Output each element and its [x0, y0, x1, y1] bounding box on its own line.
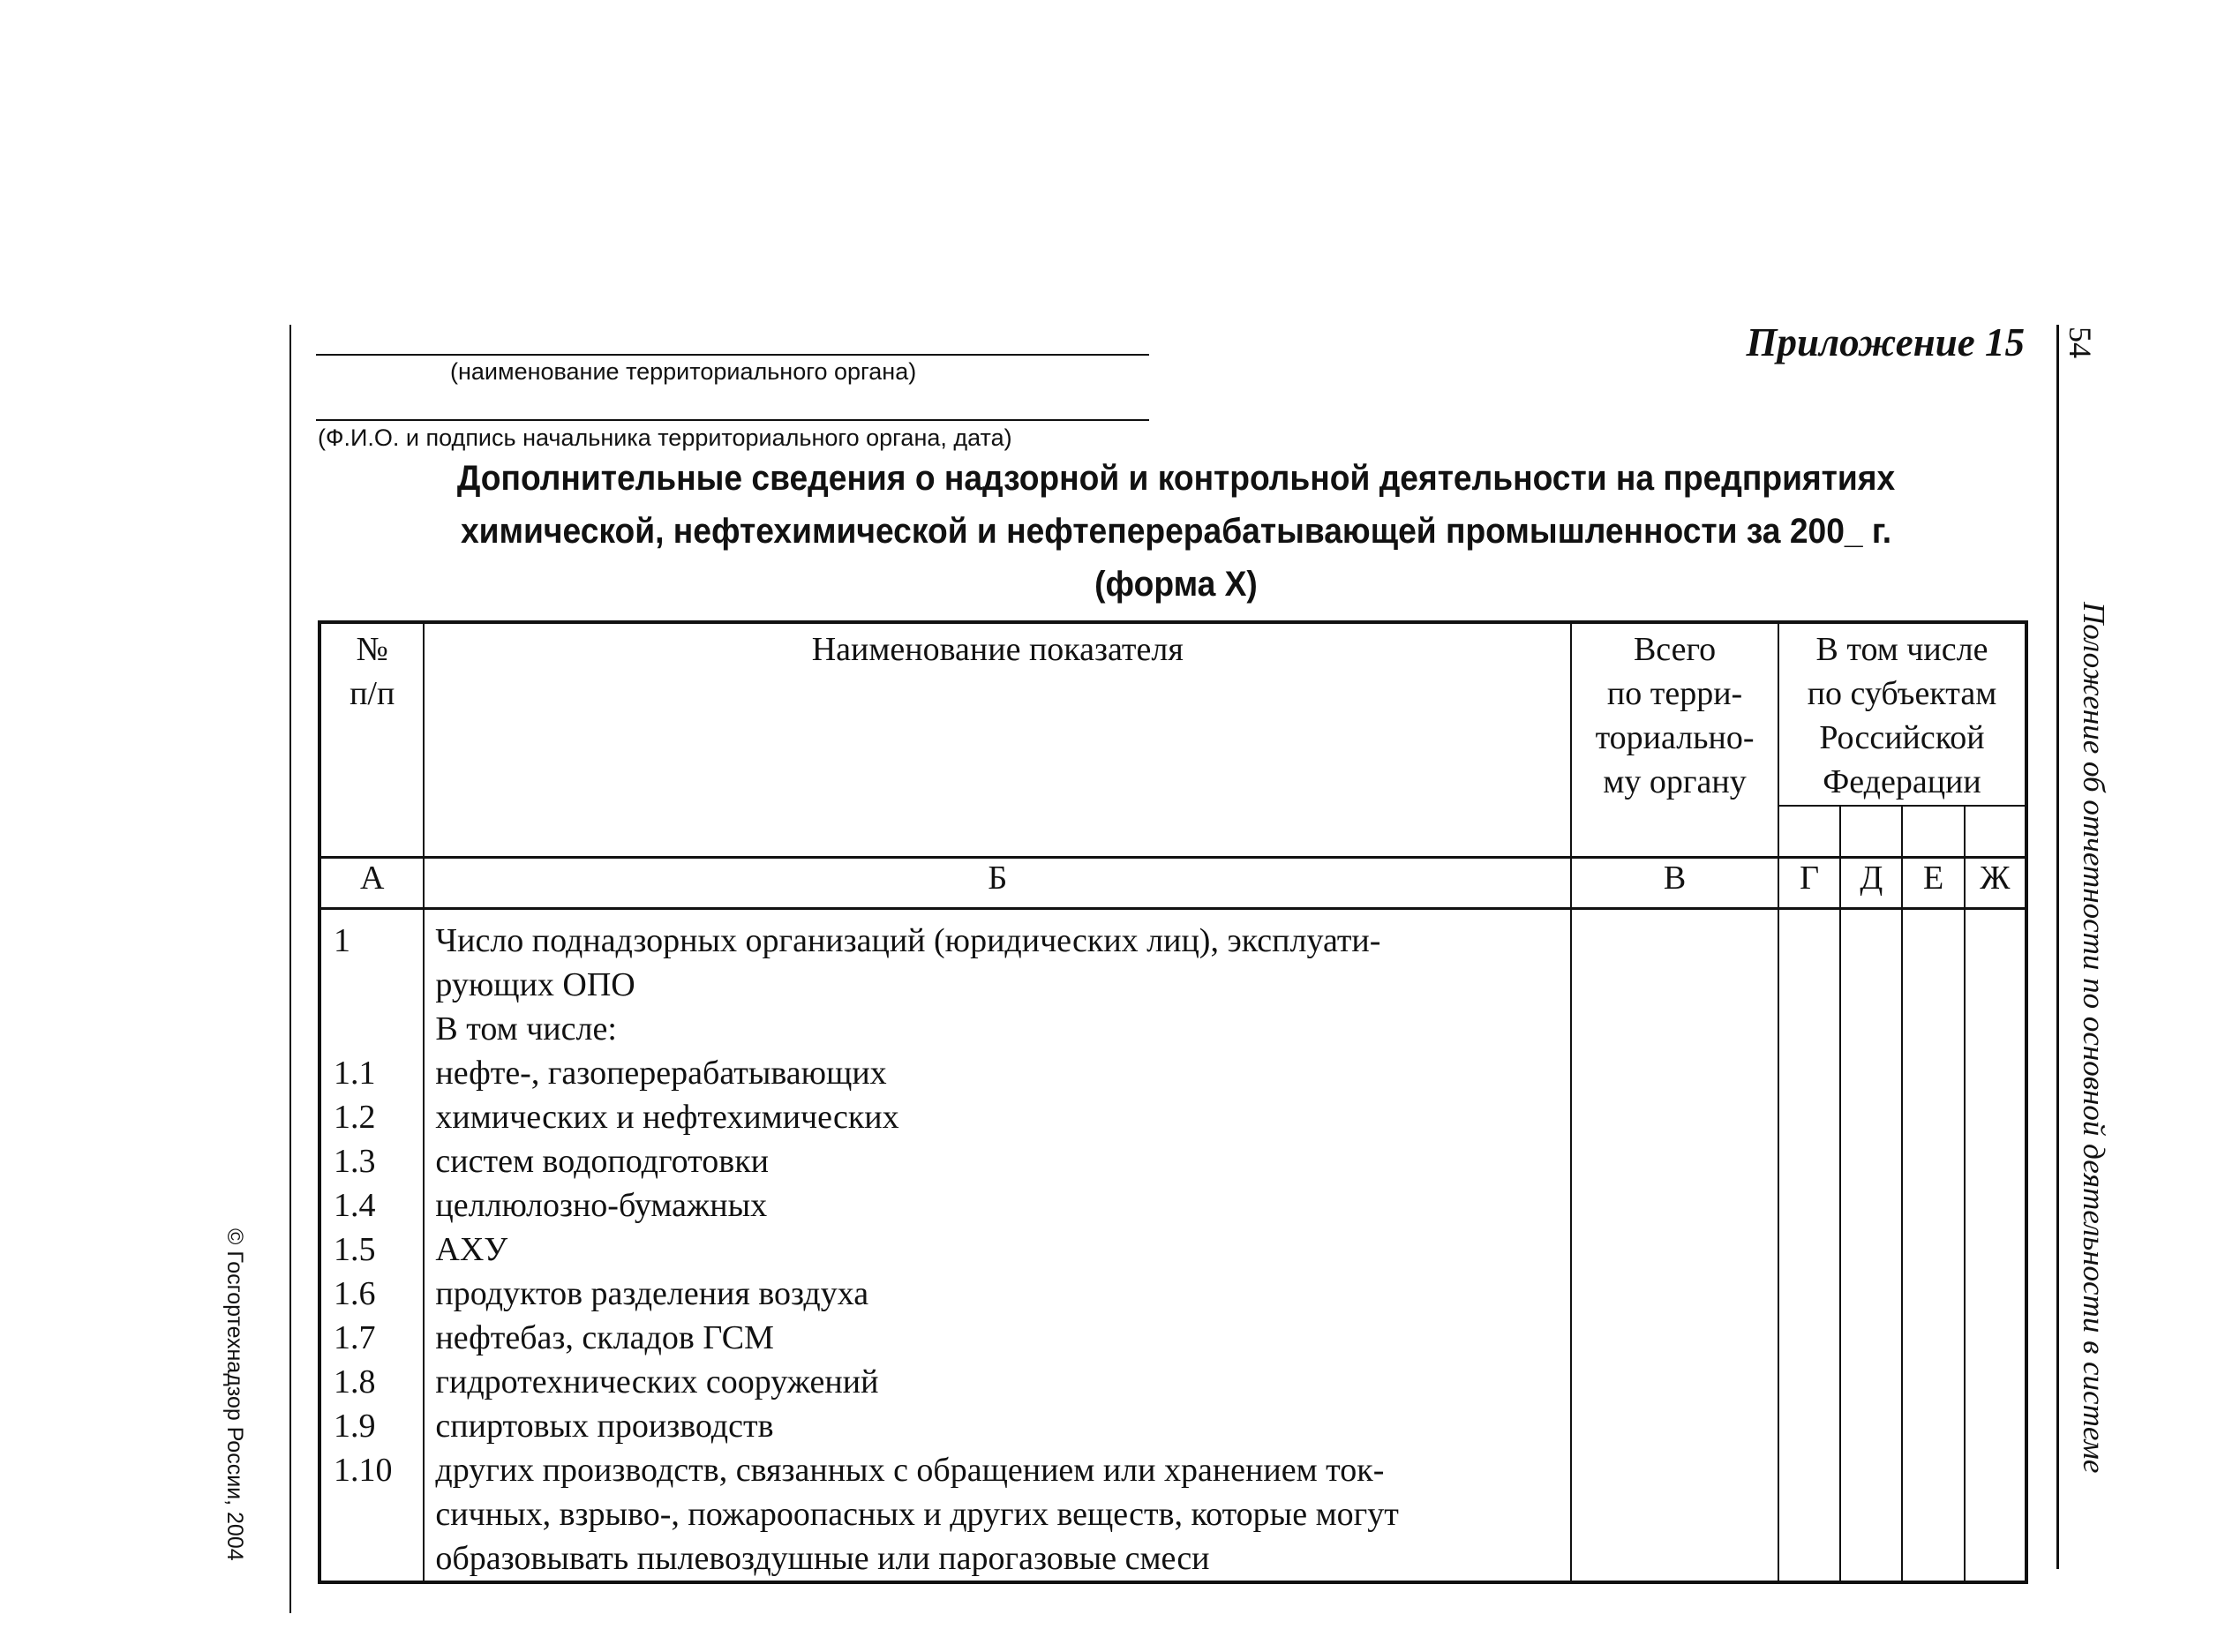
- form-title-line-3: (форма X): [1094, 565, 1258, 604]
- item-number: 1: [334, 922, 350, 959]
- header-num: [319, 622, 424, 858]
- form-title: [378, 452, 1974, 611]
- item-number: 1.9: [334, 1408, 376, 1445]
- indicator-text: других производств, связанных с обращением или хранением ток-: [435, 1452, 1385, 1489]
- item-number: 1.10: [334, 1452, 393, 1489]
- subject-value-cell[interactable]: [1965, 909, 2026, 1583]
- indicator-text: образовывать пылевоздушные или парогазовые смеси: [435, 1540, 1210, 1577]
- left-margin-rule: [289, 325, 291, 1613]
- subject-column-cell: [1902, 806, 1964, 858]
- indicator-text: продуктов разделения воздуха: [435, 1275, 869, 1312]
- subject-column-cell: [1840, 806, 1902, 858]
- column-letter: Г: [1778, 858, 1840, 909]
- indicator-text: сичных, взрыво-, пожароопасных и других веществ, которые могут: [435, 1496, 1399, 1533]
- running-title: Положение об отчетности по основной деятельности в системе: [2077, 602, 2111, 1474]
- item-number: 1.3: [334, 1143, 376, 1180]
- indicator-text: рующих ОПО: [435, 966, 635, 1003]
- indicator-text: АХУ: [435, 1231, 508, 1268]
- signature-fill-line: [316, 419, 1149, 421]
- item-number: 1.5: [334, 1231, 376, 1268]
- subject-value-cell[interactable]: [1840, 909, 1902, 1583]
- subject-value-cell[interactable]: [1902, 909, 1964, 1583]
- item-number: 1.2: [334, 1099, 376, 1136]
- item-number: 1.8: [334, 1363, 376, 1400]
- header-num-line: п/п: [350, 675, 395, 712]
- header-row: [319, 622, 2026, 806]
- form-title-line-2: химической, нефтехимической и нефтеперерабатывающей промышленности за 200_ г.: [460, 512, 1892, 551]
- item-number: 1.7: [334, 1319, 376, 1356]
- column-letter: Ж: [1965, 858, 2026, 909]
- column-letters-row: [319, 858, 2026, 909]
- form-title-line-1: Дополнительные сведения о надзорной и контрольной деятельности на предприятиях: [456, 459, 1896, 498]
- appendix-heading: Приложение 15: [1746, 320, 2025, 364]
- indicator-text: гидротехнических сооружений: [435, 1363, 879, 1400]
- header-num-line: №: [356, 631, 388, 668]
- column-letter: Е: [1902, 858, 1964, 909]
- column-letter: Д: [1840, 858, 1902, 909]
- column-letter: А: [319, 858, 424, 909]
- item-number: 1.4: [334, 1187, 376, 1224]
- item-number: 1.6: [334, 1275, 376, 1312]
- indicator-text: Число поднадзорных организаций (юридических лиц), эксплуати-: [435, 922, 1381, 959]
- org-name-caption: (наименование территориального органа): [450, 358, 917, 385]
- total-value-cell[interactable]: [1571, 909, 1778, 1583]
- indicator-text: нефте-, газоперерабатывающих: [435, 1055, 887, 1092]
- indicator-names-cell: [424, 909, 1571, 1583]
- body-row: [319, 909, 2026, 1583]
- column-letter: В: [1571, 858, 1778, 909]
- signature-caption: (Ф.И.О. и подпись начальника территориального органа, дата): [318, 424, 1012, 451]
- org-name-fill-line: [316, 354, 1149, 356]
- header-subjects: В том числе по субъектам Российской Федерации: [1778, 622, 2026, 806]
- column-letter: Б: [424, 858, 1571, 909]
- subject-column-cell: [1965, 806, 2026, 858]
- indicator-text: химических и нефтехимических: [435, 1099, 899, 1136]
- page-number: 54: [2063, 327, 2098, 358]
- indicator-text: целлюлозно-бумажных: [435, 1187, 768, 1224]
- indicator-text: нефтебаз, складов ГСМ: [435, 1319, 774, 1356]
- subject-value-cell[interactable]: [1778, 909, 1840, 1583]
- indicator-text: спиртовых производств: [435, 1408, 774, 1445]
- indicator-text: В том числе:: [435, 1010, 617, 1048]
- header-indicator-name: Наименование показателя: [424, 622, 1571, 858]
- header-total: Всего по терри- ториально- му органу: [1571, 622, 1778, 858]
- report-form-table: [318, 620, 2028, 1584]
- item-number: 1.1: [334, 1055, 376, 1092]
- copyright-notice: © Госгортехнадзор России, 2004: [222, 1228, 247, 1561]
- subject-column-cell: [1778, 806, 1840, 858]
- indicator-text: систем водоподготовки: [435, 1143, 769, 1180]
- right-margin-rule: [2056, 325, 2059, 1569]
- item-numbers-cell: [319, 909, 424, 1583]
